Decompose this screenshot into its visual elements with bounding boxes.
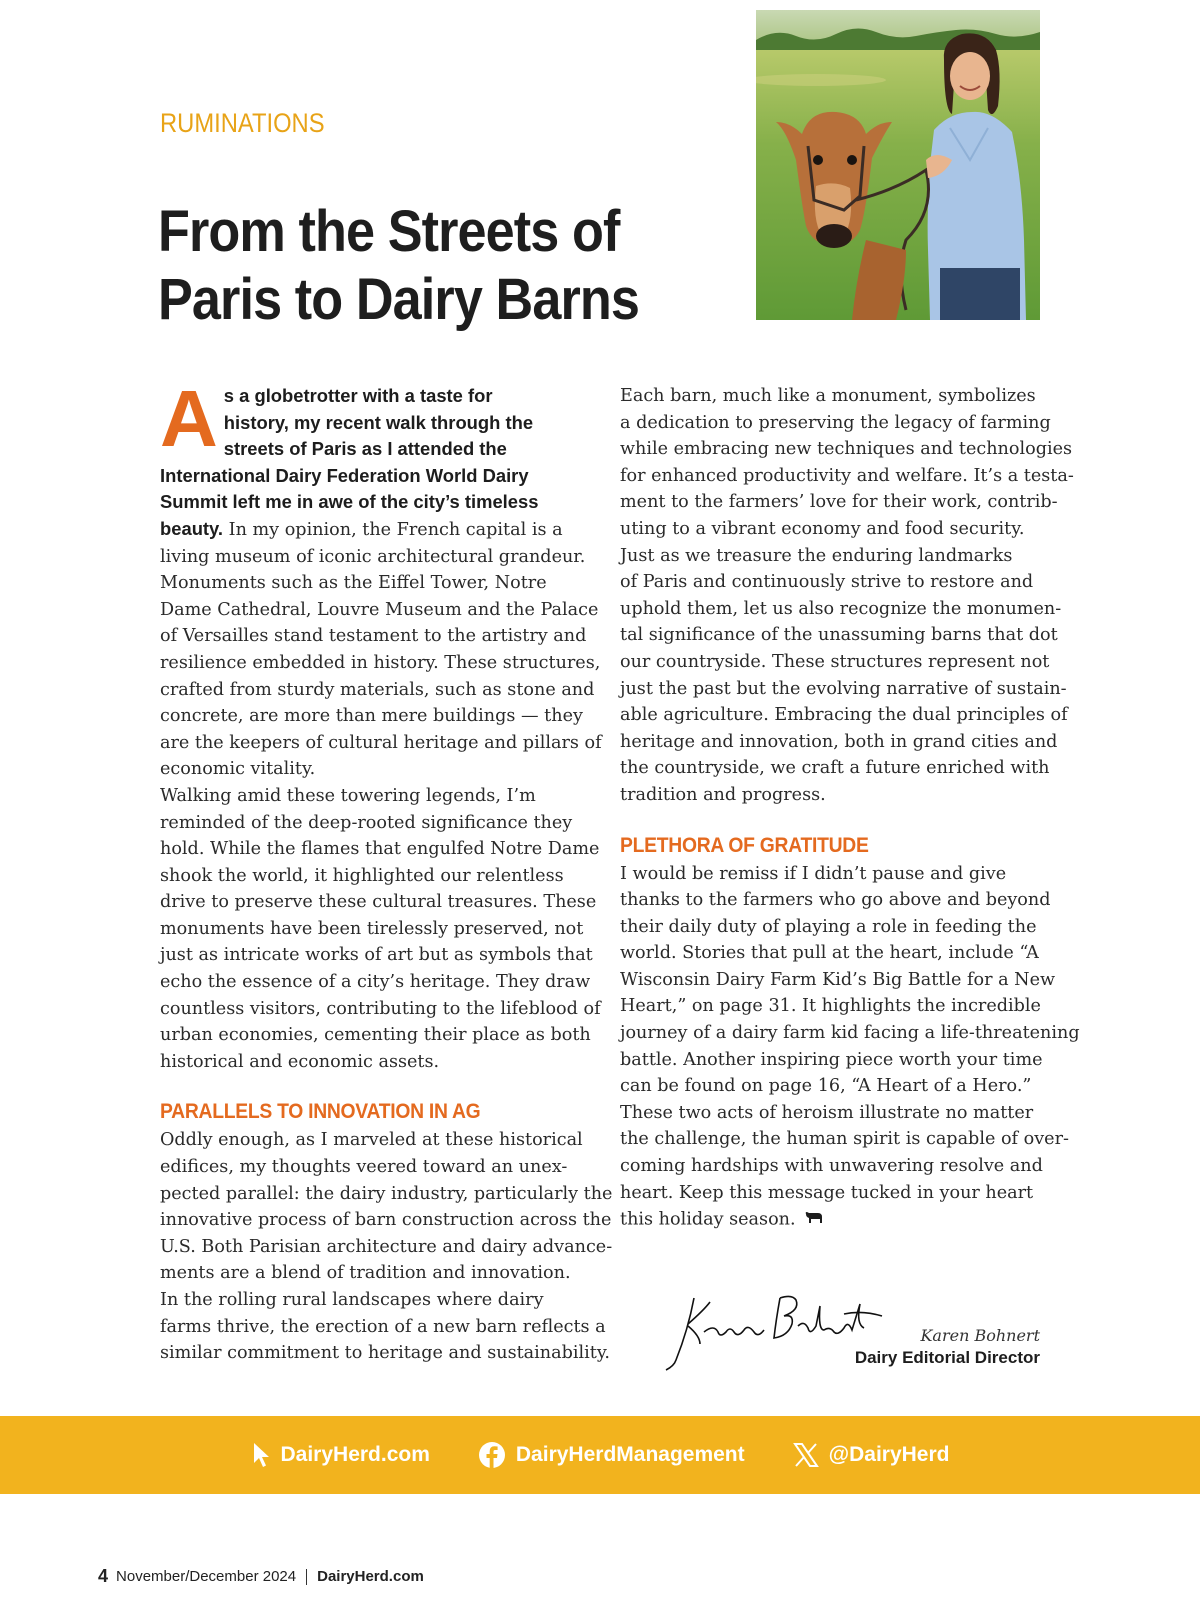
lede-paragraph: A s a globetrotter with a taste for history, my recent walk through the streets of Paris as I attended the International Dairy Federation World Dairy Summit left me in awe of the city’s timeless beauty. In my opinion, the French capital is a living museum of iconic architectural grandeur. Monuments such as the Eiffel Tower, Notre Dame Cathedral, Louvre Museum and the Palace of Versailles stand testament to the artistry and resilience embedded in history. These structures, crafted from sturdy materials, such as stone and concrete, are more than mere buildings — they are the keepers of cultural heritage and pillars of economic vitality. — [160, 374, 602, 780]
body-paragraph: Just as we treasure the enduring landmarks — [620, 545, 1013, 566]
page-number: 4 — [98, 1566, 109, 1586]
body-paragraph: These two acts of heroism illustrate no matter — [620, 1102, 1034, 1123]
folio-divider — [306, 1569, 307, 1585]
x-link[interactable]: @DairyHerd — [793, 1442, 950, 1468]
article-column-left: A s a globetrotter with a taste for history, my recent walk through the streets of Paris as I attended the International Dairy Federation World Dairy Summit left me in awe of the city’s timeless beauty. In my opinion, the French capital is a living museum of iconic architectural grandeur. Monuments such as the Eiffel Tower, Notre Dame Cathedral, Louvre Museum and the Palace of Versailles stand testament to the artistry and resilience embedded in history. These structures, crafted from sturdy materials, such as stone and concrete, are more than mere buildings — they are the keepers of cultural heritage and pillars of economic vitality. Walking amid these towering legends, I’m reminded of the deep-rooted significance they hold. While the flames that engulfed Notre Dame shook the world, it highlighted our relentless drive to preserve these cultural treasures. These monuments have been tirelessly preserved, not just as intricate works of art but as symbols that echo the essence of a city’s heritage. They draw countless visitors, contributing to the lifeblood of urban economies, cementing their place as both historical and economic assets. PARALLELS TO INNOVATION IN AG Oddly enough, as I marveled at these historical edifices, my thoughts veered toward an unex- pected parallel: the dairy industry, particularly the innovative process of barn construction across the U.S. Both Parisian architecture and dairy advance- ments are a blend of tradition and innovation. In the rolling rural landscapes where dairy farms thrive, the erection of a new barn reflects a similar commitment to heritage and sustainability. — [160, 374, 613, 1364]
body-paragraph: I would be remiss if I didn’t pause and give — [620, 863, 1007, 884]
cow-icon — [804, 1206, 824, 1233]
subhead-parallels: PARALLELS TO INNOVATION IN AG — [160, 1100, 481, 1124]
article-headline — [158, 198, 718, 334]
subhead-gratitude: PLETHORA OF GRATITUDE — [620, 833, 869, 857]
author-title: Dairy Editorial Director — [854, 1348, 1040, 1367]
facebook-icon — [478, 1441, 506, 1469]
section-kicker: RUMINATIONS — [160, 108, 325, 138]
headline-line-2: Paris to Dairy Barns — [158, 267, 640, 332]
website-link[interactable]: DairyHerd.com — [251, 1441, 430, 1469]
headline-line-1: From the Streets of — [158, 199, 620, 264]
facebook-link[interactable]: DairyHerdManagement — [478, 1441, 745, 1469]
body-paragraph: Walking amid these towering legends, I’m — [160, 785, 536, 806]
cursor-icon — [251, 1441, 271, 1469]
body-paragraph: Each barn, much like a monument, symbolizes a dedication to preserving the legacy of farming while embracing new techniques and technologies for enhanced productivity and welfare. It’s a testa- ment to the farmers’ love for their work, contrib- uting to a vibrant economy and food security. — [620, 386, 1074, 539]
body-paragraph: In the rolling rural landscapes where dairy — [160, 1290, 544, 1310]
page-folio — [98, 1566, 424, 1587]
x-icon — [793, 1442, 819, 1468]
social-footer-bar — [0, 1416, 1200, 1494]
handwritten-signature — [648, 1280, 888, 1380]
lede-text: s a globetrotter with a taste for history, my recent walk through the streets of Paris as I attended the International Dairy Federation World Dairy Summit left me in awe of the city’s timeless — [160, 385, 539, 513]
author-photo — [756, 10, 1040, 320]
article-column-right: Each barn, much like a monument, symbolizes a dedication to preserving the legacy of farming while embracing new techniques and technologies for enhanced productivity and welfare. It’s a testa- ment to the farmers’ love for their work, contrib- uting to a vibrant economy and food security. Just as we treasure the enduring landmarks of Paris and continuously strive to restore and uphold them, let us also recognize the monumen- tal significance of the unassuming barns that dot our countryside. These structures represent not just the past but the evolving narrative of sustain- able agriculture. Embracing the dual principles of heritage and innovation, both in grand cities and the countryside, we craft a future enriched with tradition and progress. PLETHORA OF GRATITUDE I would be remiss if I didn’t pause and give thanks to the farmers who go above and beyond their daily duty of playing a role in feeding the world. Stories that pull at the heart, include “A Wisconsin Dairy Farm Kid’s Big Battle for a New Heart,” on page 31. It highlights the incredible journey of a dairy farm kid facing a life-threatening battle. Another inspiring piece worth your time can be found on page 16, “A Heart of a Hero.” These two acts of heroism illustrate no matter the challenge, the human spirit is capable of over- coming hardships with unwavering resolve and heart. Keep this message tucked in your heart this holiday season. — [620, 383, 1045, 1233]
drop-cap: A — [160, 374, 218, 463]
author-name: Karen Bohnert — [920, 1326, 1040, 1345]
body-paragraph: Oddly enough, as I marveled at these historical — [160, 1130, 583, 1151]
issue-date: November/December 2024 — [116, 1568, 297, 1585]
folio-site: DairyHerd.com — [317, 1568, 424, 1585]
